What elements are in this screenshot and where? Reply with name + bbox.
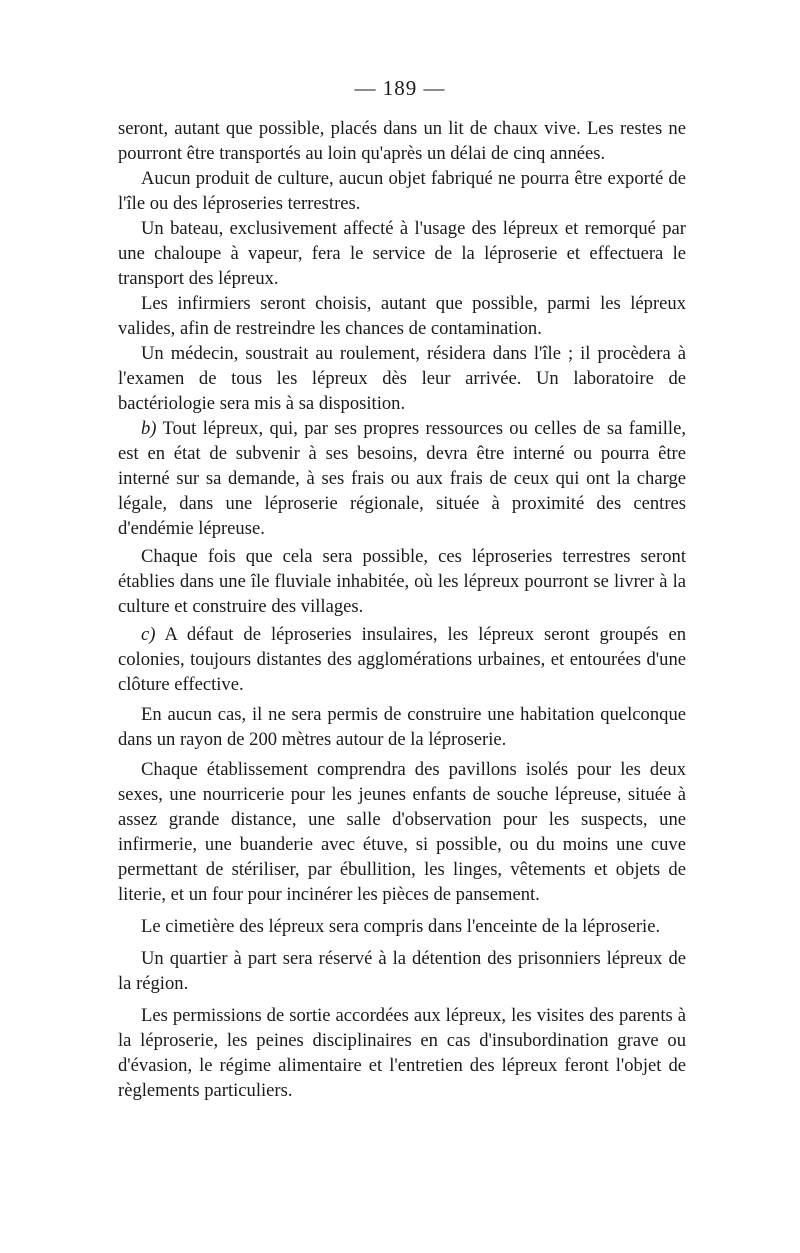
paragraph-9: En aucun cas, il ne sera permis de construire une habitation quelconque dans un rayon de 200 mètres autour de la léproserie. xyxy=(118,704,686,750)
paragraph-6 xyxy=(118,416,686,541)
paragraph-2: Aucun produit de culture, aucun objet fabriqué ne pourra être exporté de l'île ou des léproseries terrestres. xyxy=(118,168,686,214)
paragraph-1: seront, autant que possible, placés dans un lit de chaux vive. Les restes ne pourront être transportés au loin qu'après un délai de cinq années. xyxy=(118,118,686,164)
paragraph-4: Les infirmiers seront choisis, autant que possible, parmi les lépreux valides, afin de restreindre les chances de contamination. xyxy=(118,293,686,339)
paragraph-6-text: Tout lépreux, qui, par ses propres ressources ou celles de sa famille, est en état de subvenir à ses besoins, devra être interné ou pourra être interné sur sa demande, à ses frais ou aux frais de ceux qui ont la charge légale, dans une léproserie régionale, située à proximité des centres d'endémie lépreuse. xyxy=(118,418,686,539)
paragraph-8 xyxy=(118,622,686,697)
paragraph-11: Le cimetière des lépreux sera compris dans l'enceinte de la léproserie. xyxy=(141,916,661,937)
paragraph-13: Les permissions de sortie accordées aux lépreux, les visites des parents à la léproserie, les peines disciplinaires en cas d'insubordination grave ou d'évasion, le régime alimentaire et l'entretien des lépreux feront l'objet de règlements particuliers. xyxy=(118,1005,686,1101)
paragraph-12: Un quartier à part sera réservé à la détention des prisonniers lépreux de la région. xyxy=(118,948,686,994)
section-letter-c: c) xyxy=(141,624,156,645)
page-number: — 189 — xyxy=(354,76,446,100)
section-letter-b: b) xyxy=(141,418,157,439)
paragraph-7: Chaque fois que cela sera possible, ces léproseries terrestres seront établies dans une île fluviale inhabitée, où les lépreux pourront se livrer à la culture et construire des villages. xyxy=(118,546,686,617)
paragraph-10: Chaque établissement comprendra des pavillons isolés pour les deux sexes, une nourricerie pour les jeunes enfants de souche lépreuse, située à assez grande distance, une salle d'observation pour les suspects, une infirmerie, une buanderie avec étuve, si possible, ou du moins une cuve permettant de stériliser, par ébullition, les linges, vêtements et objets de literie, et un four pour incinérer les pièces de pansement. xyxy=(118,759,686,905)
paragraph-3: Un bateau, exclusivement affecté à l'usage des lépreux et remorqué par une chaloupe à vapeur, fera le service de la léproserie et effectuera le transport des lépreux. xyxy=(118,218,686,289)
body-text xyxy=(118,116,686,1103)
paragraph-5: Un médecin, soustrait au roulement, résidera dans l'île ; il procèdera à l'examen de tous les lépreux dès leur arrivée. Un laboratoire de bactériologie sera mis à sa disposition. xyxy=(118,343,686,414)
paragraph-8-text: A défaut de léproseries insulaires, les lépreux seront groupés en colonies, toujours distantes des agglomérations urbaines, et entourées d'une clôture effective. xyxy=(118,624,686,695)
